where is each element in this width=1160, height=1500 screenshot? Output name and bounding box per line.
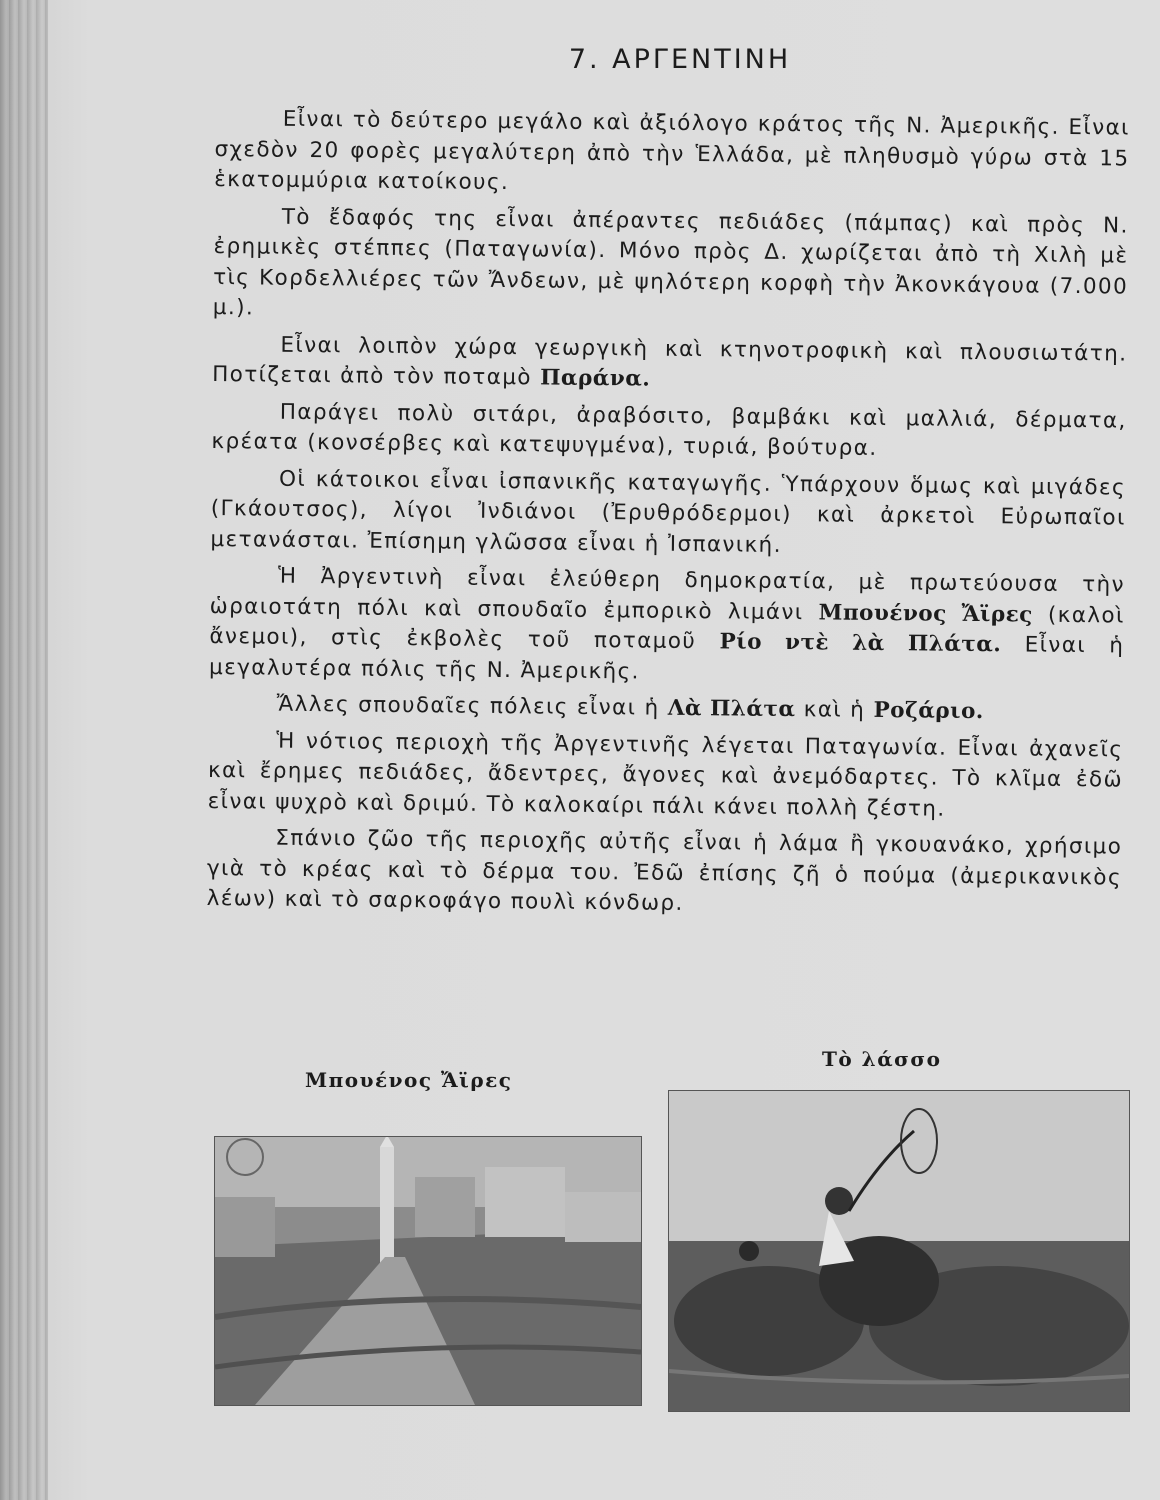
paragraph-intro: Εἶναι τὸ δεύτερο μεγάλο καὶ ἀξιόλογο κράτος τῆς Ν. Ἀμερικῆς. Εἶναι σχεδὸν 20 φορὲς μεγαλύτερη ἀπὸ τὴν Ἑλλάδα, μὲ πληθυσμὸ γύρω στὰ 15 ἑκατομμύρια κατοίκους. (214, 106, 1130, 196)
lasso-photo (668, 1090, 1130, 1412)
buenos-aires-name: Μπουένος Ἄϊρες (818, 599, 1033, 628)
paragraph-other-cities (209, 689, 1124, 729)
paragraph-fauna: Σπάνιο ζῶο τῆς περιοχῆς αὐτῆς εἶναι ἡ λάμα ἢ γκουανάκο, χρήσιμο γιὰ τὸ κρέας καὶ τὸ δέρμα του. Ἐδῶ ἐπίσης ζῆ ὁ πούμα (ἀμερικανικὸς λέων) καὶ τὸ σαρκοφάγο πουλὶ κόνδωρ. (206, 825, 1123, 916)
capital-text-c: Εἶναι ἡ μεγαλυτέρα πόλις τῆς Ν. Ἀμερικῆς. (208, 632, 1125, 684)
page-spine-edge (0, 0, 48, 1500)
other-cities-text-a: Ἄλλες σπουδαῖες πόλεις εἶναι ἡ (276, 691, 660, 721)
chapter-title: 7. ΑΡΓΕΝΤΙΝΗ (568, 44, 792, 75)
other-cities-text-b: καὶ ἡ (803, 697, 866, 723)
paragraph-products: Παράγει πολὺ σιτάρι, ἀραβόσιτο, βαμβάκι καὶ μαλλιά, δέρματα, κρέατα (κονσέρβες καὶ κατεψυγμένα), τυριά, βούτυρα. (211, 399, 1127, 461)
left-figure-caption: Μπουένος Ἄϊρες (305, 1068, 513, 1092)
capital-text-b: (καλοὶ ἄνεμοι), στὶς ἐκβολὲς τοῦ ποταμοῦ (209, 602, 1125, 655)
paragraph-agriculture-text: Εἶναι λοιπὸν χώρα γεωργικὴ καὶ κτηνοτροφικὴ καὶ πλουσιωτάτη. Ποτίζεται ἀπὸ τὸν ποταμὸ (212, 332, 1128, 391)
buenos-aires-photo (214, 1136, 642, 1406)
parana-river-name: Παράνα. (540, 365, 651, 392)
body-text (206, 104, 1130, 930)
la-plata-name: Λὰ Πλάτα (667, 695, 796, 723)
paragraph-population: Οἱ κάτοικοι εἶναι ἰσπανικῆς καταγωγῆς. Ὑπάρχουν ὅμως καὶ μιγάδες (Γκάουτσος), λίγοι Ἰνδιάνοι (Ἐρυθρόδερμοι) καὶ ἀρκετοὶ Εὐρωπαῖοι μετανάσται. Ἐπίσημη γλῶσσα εἶναι ἡ Ἰσπανική. (210, 466, 1127, 558)
paragraph-capital (209, 561, 1125, 693)
paragraph-patagonia: Ἡ νότιος περιοχὴ τῆς Ἀργεντινῆς λέγεται Παταγωνία. Εἶναι ἀχανεῖς καὶ ἔρημες πεδιάδες, ἄδεντρες, ἄγονες καὶ ἀνεμόδαρτες. Τὸ κλῖμα ἐδῶ εἶναι ψυχρὸ καὶ δριμύ. Τὸ καλοκαίρι πάλι κάνει πολλὴ ζέστη. (207, 728, 1124, 822)
capital-text-a: Ἡ Ἀργεντινὴ εἶναι ἐλεύθερη δημοκρατία, μὲ πρωτεύουσα τὴν ὡραιοτάτη πόλι καὶ σπουδαῖο ἐμπορικὸ λιμάνι (209, 563, 1126, 625)
rio-de-la-plata-name: Ρίο ντὲ λὰ Πλάτα. (719, 629, 1002, 658)
rosario-name: Ροζάριο. (873, 697, 984, 725)
paragraph-terrain: Τὸ ἔδαφός της εἶναι ἀπέραντες πεδιάδες (πάμπας) καὶ πρὸς Ν. ἐρημικὲς στέππες (Παταγωνία). Μόνο πρὸς Δ. χωρίζεται ἀπὸ τὴ Χιλὴ μὲ τὶς Κορδελλιέρες τῶν Ἄνδεων, μὲ ψηλότερη κορφὴ τὴν Ἀκονκάγουα (7.000 μ.). (212, 204, 1129, 321)
right-figure-caption: Τὸ λάσσο (822, 1047, 942, 1071)
paragraph-agriculture (212, 329, 1128, 400)
